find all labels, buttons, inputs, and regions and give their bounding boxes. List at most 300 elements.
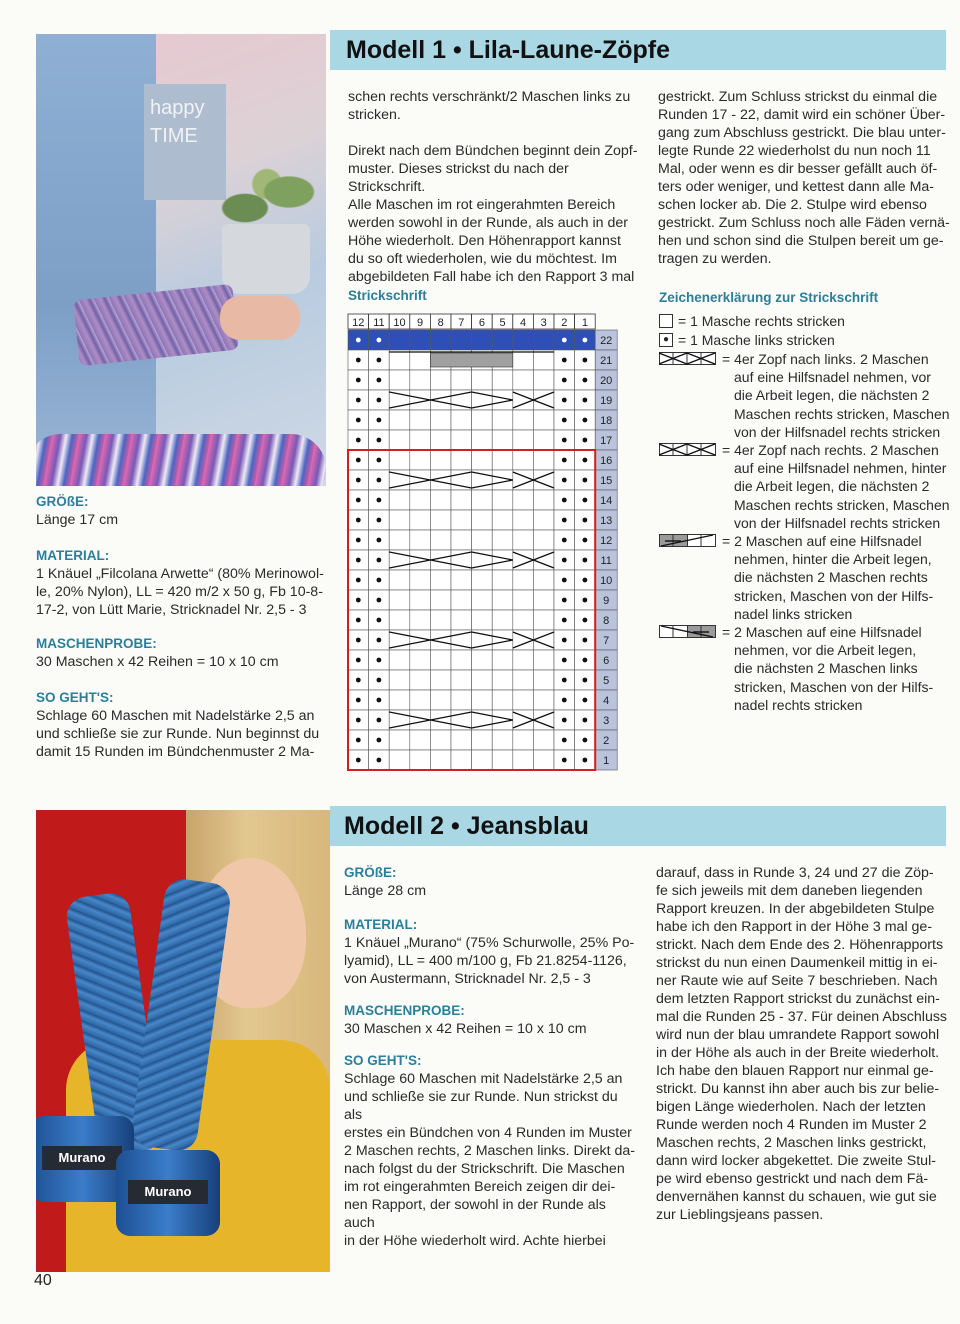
purl-dot [562, 558, 567, 563]
chart-cell [492, 430, 513, 450]
legend-line: nadel links stricken [734, 605, 853, 622]
chart-col-label: 5 [499, 317, 506, 329]
purl-dot [377, 698, 382, 703]
text-line: wird nun der blau umrandete Rapport sowohl [656, 1027, 940, 1043]
purl-dot [562, 678, 567, 683]
chart-row-label: 12 [600, 535, 613, 547]
purl-dot [377, 718, 382, 723]
chart-cell [410, 730, 431, 750]
chart-row-label: 19 [600, 395, 613, 407]
text-line: mal die Runden 25 - 37. Für deinen Abschluss [656, 1009, 948, 1025]
purl-dot [356, 538, 361, 543]
text-line: bigen Länge wiederholen. Nach der letzten [656, 1099, 926, 1115]
chart-cell [451, 650, 472, 670]
chart-cell [513, 450, 534, 470]
chart-cell [389, 490, 410, 510]
sogehts-line: Schlage 60 Maschen mit Nadelstärke 2,5 an [344, 1071, 623, 1087]
chart-cell [430, 330, 451, 350]
sogehts-line: und schließe sie zur Runde. Nun beginnst du [36, 726, 320, 742]
chart-cell [410, 490, 431, 510]
chart-cell [430, 730, 451, 750]
photo-modell-2 [36, 810, 330, 1272]
purl-dot [377, 378, 382, 383]
chart-cell [472, 690, 493, 710]
plant-pot-figure [222, 224, 310, 294]
text-line: stricken. [348, 107, 401, 123]
legend-knit: = 1 Masche rechts stricken [678, 313, 845, 329]
chart-cell [472, 330, 493, 350]
purl-dot [562, 418, 567, 423]
cable-front-purl-icon [659, 625, 717, 639]
purl-dot [356, 698, 361, 703]
chart-cell [430, 570, 451, 590]
legend-line: nehmen, vor die Arbeit legen, [734, 642, 917, 659]
chart-cell [430, 750, 451, 770]
purl-dot [562, 718, 567, 723]
purl-dot [583, 458, 588, 463]
chart-cell [533, 370, 554, 390]
chart-cell [492, 510, 513, 530]
maschenprobe-heading: MASCHENPROBE: [344, 1003, 465, 1018]
purl-dot [377, 358, 382, 363]
text-line: fe sich jeweils mit dem daneben liegenden [656, 883, 923, 899]
purl-dot [377, 538, 382, 543]
chart-row-label: 11 [600, 555, 612, 567]
purl-dot [583, 538, 588, 543]
purl-dot [583, 498, 588, 503]
purl-dot [356, 558, 361, 563]
chart-cell [533, 430, 554, 450]
modell-2-instructions-col3 [656, 864, 948, 1224]
purl-dot [356, 518, 361, 523]
purl-dot [356, 338, 361, 343]
chart-cell [410, 430, 431, 450]
chart-row-label: 16 [600, 455, 613, 467]
chart-cell [472, 410, 493, 430]
chart-col-label: 7 [458, 317, 465, 329]
chart-cell [410, 370, 431, 390]
purl-dot [562, 758, 567, 763]
purl-dot [562, 438, 567, 443]
modell-1-details [36, 493, 328, 761]
chart-cell [472, 570, 493, 590]
chart-cell [410, 330, 431, 350]
knit-stitch-icon [659, 314, 673, 328]
chart-col-label: 3 [540, 317, 547, 329]
maschenprobe-heading: MASCHENPROBE: [36, 636, 157, 651]
text-line: gestrickt. Zum Schluss noch alle Fäden vernä- [658, 215, 950, 231]
text-line: Mal, oder wenn es dir besser gefällt auch öf- [658, 161, 938, 177]
material-heading: MATERIAL: [36, 548, 110, 563]
chart-cell [451, 430, 472, 450]
purl-dot [562, 498, 567, 503]
chart-cell [410, 610, 431, 630]
legend-heading: Zeichenerklärung zur Strickschrift [659, 290, 879, 305]
legend-line: nadel rechts stricken [734, 696, 863, 713]
chart-cell [451, 510, 472, 530]
material-line: 1 Knäuel „Murano“ (75% Schurwolle, 25% Po- [344, 935, 635, 951]
yarn-label: Murano [128, 1180, 208, 1204]
purl-dot [562, 698, 567, 703]
purl-dot [583, 638, 588, 643]
chart-cell [513, 610, 534, 630]
purl-dot [377, 678, 382, 683]
text-line: muster. Dieses strickst du nach der Strickschrift. [348, 161, 569, 195]
knitting-chart [344, 312, 636, 772]
legend-line: auf eine Hilfsnadel nehmen, vor [734, 369, 931, 386]
chart-cell [492, 530, 513, 550]
chart-cell [513, 330, 534, 350]
strickschrift-heading: Strickschrift [348, 288, 427, 303]
chart-cell [492, 490, 513, 510]
chart-col-label: 2 [561, 317, 568, 329]
purl-dot [377, 478, 382, 483]
legend-cable-front-purl [722, 623, 933, 714]
chart-cell [410, 590, 431, 610]
modell-2-title-bar [330, 806, 946, 846]
chart-cell [533, 530, 554, 550]
text-line: strickst du nun einen Daumenkeil mittig in ei- [656, 955, 938, 971]
chart-col-label: 12 [352, 317, 365, 329]
chart-cell [513, 410, 534, 430]
chart-row-label: 22 [600, 335, 613, 347]
material-line: von Austermann, Stricknadel Nr. 2,5 - 3 [344, 971, 591, 987]
chart-cell [492, 610, 513, 630]
chart-row-label: 10 [600, 575, 613, 587]
purl-dot [356, 418, 361, 423]
modell-1-title-bar [330, 30, 946, 70]
purl-dot [377, 638, 382, 643]
chart-cell [492, 330, 513, 350]
text-line: ner Raute wie auf Seite 7 beschrieben. Nach [656, 973, 938, 989]
purl-dot [377, 758, 382, 763]
purl-dot [356, 618, 361, 623]
chart-row-label: 8 [603, 615, 610, 627]
legend-line: die nächsten 2 Maschen rechts [734, 569, 928, 586]
chart-cell [513, 350, 534, 370]
chart-cell [389, 370, 410, 390]
chart-cell [451, 730, 472, 750]
purl-dot [356, 598, 361, 603]
text-line: legte Runde 22 wiederholst du nun noch 11 [658, 143, 931, 159]
sogehts-line: nach folgst du der Strickschrift. Die Maschen [344, 1161, 625, 1177]
text-line: in der Höhe als auch in der Breite wiederholt. [656, 1045, 940, 1061]
purl-dot [356, 678, 361, 683]
chart-row-label: 3 [603, 715, 610, 727]
legend-line: von der Hilfsnadel rechts stricken [734, 514, 941, 531]
material-line: lyamid), LL = 400 m/100 g, Fb 21.8254-1126, [344, 953, 627, 969]
groesse-text: Länge 28 cm [344, 883, 427, 899]
legend-purl: = 1 Masche links stricken [678, 332, 835, 348]
legend-line: die Arbeit legen, die nächsten 2 [734, 478, 930, 495]
chart-cell [410, 530, 431, 550]
purl-dot [377, 458, 382, 463]
purl-dot [583, 518, 588, 523]
chart-cell [410, 350, 431, 370]
text-line: Alle Maschen im rot eingerahmten Bereich [348, 197, 616, 213]
sogehts-line: im rot eingerahmten Bereich zeigen dir dei- [344, 1179, 616, 1195]
text-line: habe ich den Rapport in der Höhe 3 mal ge- [656, 919, 933, 935]
purl-dot [562, 598, 567, 603]
chart-cell [430, 670, 451, 690]
text-line: gang zum Abschluss gestrickt. Die blau unter- [658, 125, 946, 141]
purl-dot [356, 498, 361, 503]
chart-cell [389, 590, 410, 610]
purl-dot [583, 358, 588, 363]
chart-cell [389, 330, 410, 350]
chart-cell [451, 410, 472, 430]
chart-cell [533, 690, 554, 710]
chart-cell [533, 350, 554, 370]
purl-dot [562, 638, 567, 643]
purl-dot [583, 718, 588, 723]
chart-cell [451, 370, 472, 390]
legend-line: = 2 Maschen auf eine Hilfsnadel [722, 624, 922, 640]
purl-dot [562, 398, 567, 403]
chart-cell [492, 750, 513, 770]
text-line: Maschen rechts, 2 Maschen links gestrickt, [656, 1135, 927, 1151]
text-line: Direkt nach dem Bündchen beginnt dein Zopf- [348, 143, 638, 159]
purl-dot [356, 378, 361, 383]
chart-cell [472, 750, 493, 770]
purl-dot [583, 678, 588, 683]
chart-cell [389, 730, 410, 750]
chart-cell [451, 610, 472, 630]
purl-dot [562, 538, 567, 543]
chart-cell [389, 450, 410, 470]
chart-cell [451, 590, 472, 610]
modell-1-title: Modell 1 • Lila-Laune-Zöpfe [346, 36, 671, 64]
modell-2-title: Modell 2 • Jeansblau [344, 812, 589, 840]
chart-cell [533, 610, 554, 630]
chart-cell [430, 650, 451, 670]
purl-dot [377, 658, 382, 663]
chart-cell [389, 690, 410, 710]
purl-dot [562, 578, 567, 583]
chart-cell [492, 590, 513, 610]
chart-cell [430, 590, 451, 610]
yarn-label: Murano [42, 1146, 122, 1170]
text-line: dann wird locker abgekettet. Die zweite Stul- [656, 1153, 936, 1169]
material-line: le, 20% Nylon), LL = 420 m/2 x 50 g, Fb 10-8- [36, 584, 323, 600]
chart-cell [410, 450, 431, 470]
chart-cell [430, 510, 451, 530]
sogehts-line: Schlage 60 Maschen mit Nadelstärke 2,5 an [36, 708, 315, 724]
chart-cell [389, 670, 410, 690]
happy-time-sign: happy TIME [144, 84, 226, 200]
chart-cell [430, 370, 451, 390]
chart-cell [492, 690, 513, 710]
chart-cell [472, 510, 493, 530]
material-line: 1 Knäuel „Filcolana Arwette“ (80% Merinowol- [36, 566, 324, 582]
text-line: Runden 17 - 22, damit wird ein schöner Über- [658, 107, 946, 123]
chart-cell [513, 750, 534, 770]
text-line: gestrickt. Zum Schluss strickst du einmal die [658, 89, 938, 105]
purl-dot [377, 498, 382, 503]
chart-cell [430, 450, 451, 470]
chart-cell [492, 370, 513, 390]
purl-dot [562, 338, 567, 343]
legend-line: stricken, Maschen von der Hilfs- [734, 678, 934, 695]
legend-line: nehmen, hinter die Arbeit legen, [734, 551, 932, 568]
chart-cell [533, 450, 554, 470]
chart-col-label: 9 [417, 317, 424, 329]
purl-dot [356, 738, 361, 743]
chart-cell [492, 670, 513, 690]
legend-line: die Arbeit legen, die nächsten 2 [734, 387, 930, 404]
purl-dot [377, 578, 382, 583]
chart-row-label: 21 [600, 355, 613, 367]
chart-col-label: 11 [373, 317, 385, 329]
legend-cable-left [722, 350, 950, 441]
chart-cell [472, 530, 493, 550]
maschenprobe-text: 30 Maschen x 42 Reihen = 10 x 10 cm [344, 1021, 587, 1037]
purl-dot [356, 358, 361, 363]
chart-row-label: 18 [600, 415, 613, 427]
modell-1-instructions-col3 [658, 88, 950, 268]
chart-cell [451, 670, 472, 690]
purl-dot [356, 578, 361, 583]
chart-col-label: 10 [393, 317, 406, 329]
legend-cable-right [722, 441, 950, 532]
sogehts-heading: SO GEHT'S: [36, 690, 114, 705]
text-line: strickt. Du kannst ihn aber auch bis zur belie- [656, 1081, 940, 1097]
sogehts-line: nen Rapport, der sowohl in der Runde als auch [344, 1197, 606, 1231]
chart-cell [389, 510, 410, 530]
chart-cell [472, 670, 493, 690]
chart-cell [451, 450, 472, 470]
chart-cell [451, 530, 472, 550]
chart-cell [513, 370, 534, 390]
purl-dot [356, 638, 361, 643]
page-number: 40 [34, 1272, 52, 1289]
material-line: 17-2, von Lütt Marie, Stricknadel Nr. 2,5 - 3 [36, 602, 307, 618]
chart-cell [389, 650, 410, 670]
chart-col-label: 6 [478, 317, 485, 329]
legend-line: = 2 Maschen auf eine Hilfsnadel [722, 533, 922, 549]
chart-cell [513, 670, 534, 690]
chart-row-label: 7 [603, 635, 610, 647]
text-line: abgebildeten Fall habe ich den Rapport 3 mal [348, 269, 635, 285]
chart-cell [533, 650, 554, 670]
sogehts-line: und schließe sie zur Runde. Nun strickst du als [344, 1089, 618, 1123]
purl-dot [377, 398, 382, 403]
text-line: zur Lieblingsjeans passen. [656, 1207, 824, 1223]
chart-cell [513, 590, 534, 610]
chart-cell [430, 490, 451, 510]
chart-cell [451, 690, 472, 710]
sogehts-heading: SO GEHT'S: [344, 1053, 422, 1068]
purl-dot [356, 718, 361, 723]
purl-stitch-icon: ● [659, 333, 673, 347]
sogehts-line: damit 15 Runden im Bündchenmuster 2 Ma- [36, 744, 315, 760]
chart-cell [533, 730, 554, 750]
chart-cell [533, 490, 554, 510]
chart-cell [513, 530, 534, 550]
purl-dot [377, 438, 382, 443]
chart-cell [430, 610, 451, 630]
sogehts-line: in der Höhe wiederholt wird. Achte hierbei [344, 1233, 606, 1249]
chart-cell [430, 690, 451, 710]
cable-back-purl-icon [659, 534, 717, 548]
yarn-skein-figure [36, 434, 326, 486]
photo-modell-1 [36, 34, 326, 486]
chart-cell [410, 510, 431, 530]
chart-row-label: 17 [600, 435, 613, 447]
chart-cell [472, 650, 493, 670]
legend-line: Maschen rechts stricken, Maschen [734, 405, 950, 422]
purl-dot [583, 558, 588, 563]
text-line: schen rechts verschränkt/2 Maschen links zu [348, 89, 631, 105]
chart-cell [533, 670, 554, 690]
legend-cable-back-purl [722, 532, 933, 623]
chart-col-label: 8 [437, 317, 444, 329]
chart-cell [389, 750, 410, 770]
legend-line: die nächsten 2 Maschen links [734, 660, 918, 677]
cable-right-icon [659, 443, 717, 457]
purl-dot [356, 658, 361, 663]
chart-cell [533, 510, 554, 530]
legend-line: Maschen rechts stricken, Maschen [734, 496, 950, 513]
purl-dot [583, 618, 588, 623]
chart-row-label: 14 [600, 495, 613, 507]
chart-cell [472, 430, 493, 450]
chart-cell [389, 610, 410, 630]
text-line: ters oder weniger, und kettest dann alle Ma- [658, 179, 935, 195]
chart-cell [389, 570, 410, 590]
purl-dot [356, 478, 361, 483]
chart-cell [492, 730, 513, 750]
chart-cell [513, 650, 534, 670]
purl-dot [356, 398, 361, 403]
groesse-heading: GRÖßE: [344, 865, 397, 880]
chart-cell [533, 750, 554, 770]
chart-cell [410, 690, 431, 710]
purl-dot [377, 518, 382, 523]
chart-cell [533, 590, 554, 610]
chart-cell [533, 410, 554, 430]
purl-dot [583, 478, 588, 483]
legend-line: = 4er Zopf nach rechts. 2 Maschen [722, 442, 939, 458]
chart-cell [533, 330, 554, 350]
hand-figure [220, 296, 300, 340]
purl-dot [562, 618, 567, 623]
chart-row-label: 15 [600, 475, 613, 487]
chart-row-label: 6 [603, 655, 610, 667]
chart-col-label: 4 [520, 317, 527, 329]
chart-cell [451, 750, 472, 770]
chart-cell [389, 350, 410, 370]
chart-cell [492, 570, 513, 590]
purl-dot [583, 418, 588, 423]
text-line: Runde werden noch 4 Runden im Muster 2 [656, 1117, 927, 1133]
text-line: schen locker ab. Die 2. Stulpe wird ebenso [658, 197, 927, 213]
chart-cell [451, 570, 472, 590]
chart-cell [513, 510, 534, 530]
yarn-ball-figure [116, 1150, 220, 1236]
chart-cell [410, 650, 431, 670]
purl-dot [377, 558, 382, 563]
chart-cell [451, 490, 472, 510]
chart-cell [492, 650, 513, 670]
purl-dot [562, 658, 567, 663]
purl-dot [562, 358, 567, 363]
purl-dot [562, 378, 567, 383]
text-line: Ich habe den blauen Rapport nur einmal ge- [656, 1063, 934, 1079]
chart-cell [513, 730, 534, 750]
text-line: werden sowohl in der Runde, als auch in der [348, 215, 628, 231]
purl-dot [377, 418, 382, 423]
